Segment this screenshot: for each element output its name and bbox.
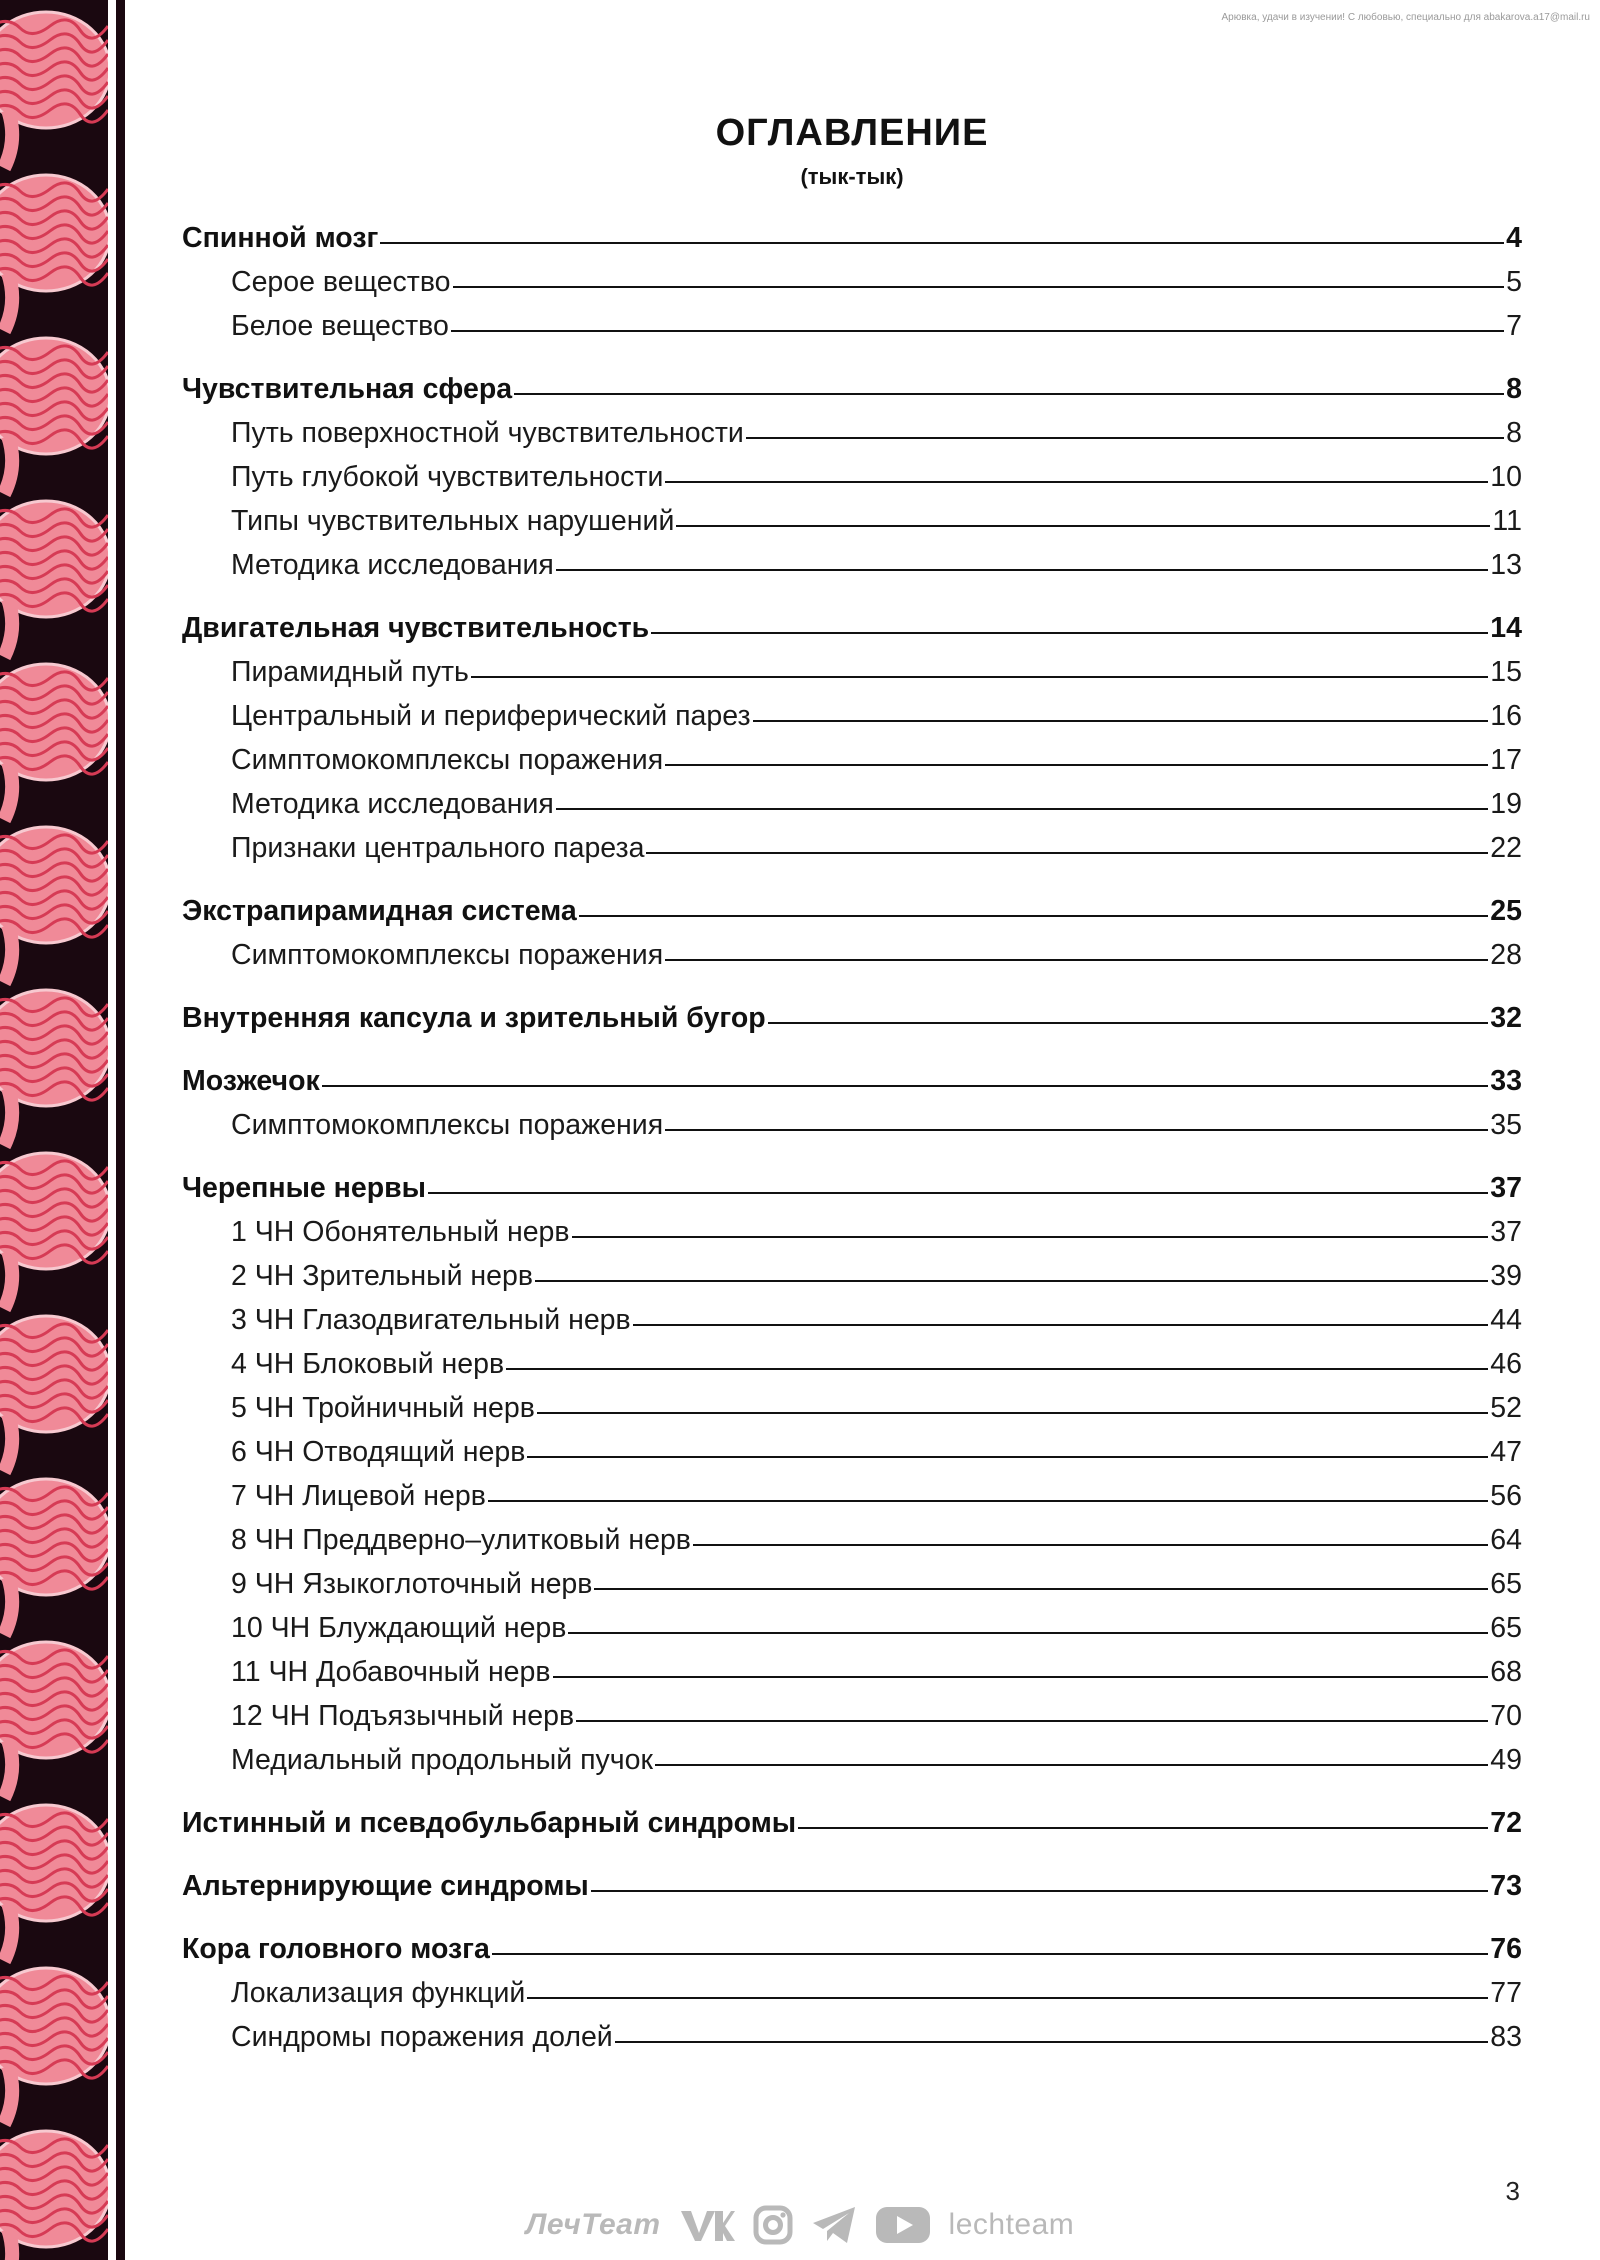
toc-subsection-entry[interactable]: [182, 650, 1522, 694]
toc-section-entry[interactable]: [182, 1927, 1522, 1971]
toc-entry-page: 19: [1490, 788, 1522, 820]
toc-entry-label: Симптомокомплексы поражения: [231, 1109, 664, 1141]
toc-entry-label: Методика исследования: [231, 549, 554, 581]
toc-entry-page: 8: [1506, 373, 1522, 405]
toc-entry-page: 33: [1490, 1065, 1522, 1097]
toc-subsection-entry[interactable]: [182, 1210, 1522, 1254]
toc-leader-line: [651, 632, 1488, 634]
toc-entry-label: 1 ЧН Обонятельный нерв: [231, 1216, 570, 1248]
toc-leader-line: [453, 286, 1505, 288]
toc-subsection-entry[interactable]: [182, 1386, 1522, 1430]
toc-entry-label: 5 ЧН Тройничный нерв: [231, 1392, 535, 1424]
toc-entry-label: Путь глубокой чувствительности: [231, 461, 664, 493]
toc-leader-line: [665, 764, 1488, 766]
toc-entry-label: 7 ЧН Лицевой нерв: [231, 1480, 486, 1512]
table-of-contents: [182, 216, 1522, 2059]
toc-entry-label: Истинный и псевдобульбарный синдромы: [182, 1807, 797, 1839]
toc-entry-label: Двигательная чувствительность: [182, 612, 650, 644]
brain-icon: [0, 1316, 108, 1472]
toc-entry-page: 14: [1490, 612, 1522, 644]
toc-entry-page: 11: [1492, 505, 1522, 537]
toc-subsection-entry[interactable]: [182, 260, 1522, 304]
toc-leader-line: [535, 1280, 1488, 1282]
toc-subsection-entry[interactable]: [182, 826, 1522, 870]
toc-entry-page: 76: [1490, 1933, 1522, 1965]
toc-entry-page: 49: [1490, 1744, 1522, 1776]
toc-subsection-entry[interactable]: [182, 499, 1522, 543]
toc-subsection-entry[interactable]: [182, 2015, 1522, 2059]
toc-entry-page: 70: [1490, 1700, 1522, 1732]
toc-section-entry[interactable]: [182, 889, 1522, 933]
toc-leader-line: [322, 1085, 1489, 1087]
toc-entry-page: 52: [1490, 1392, 1522, 1424]
toc-entry-label: 11 ЧН Добавочный нерв: [231, 1656, 551, 1688]
toc-leader-line: [753, 720, 1489, 722]
brain-icon: [0, 1153, 108, 1309]
sidebar-divider-light: [108, 0, 116, 2260]
toc-entry-page: 22: [1490, 832, 1522, 864]
toc-leader-line: [768, 1022, 1489, 1024]
toc-section-entry[interactable]: [182, 1801, 1522, 1845]
toc-subsection-entry[interactable]: [182, 543, 1522, 587]
toc-leader-line: [665, 959, 1488, 961]
toc-subsection-entry[interactable]: [182, 738, 1522, 782]
toc-entry-label: 6 ЧН Отводящий нерв: [231, 1436, 526, 1468]
toc-section-entry[interactable]: [182, 1059, 1522, 1103]
toc-leader-line: [451, 330, 1504, 332]
toc-entry-label: Спинной мозг: [182, 222, 379, 254]
toc-entry-page: 83: [1490, 2021, 1522, 2053]
toc-leader-line: [646, 852, 1488, 854]
watermark-text: Арювка, удачи в изучении! С любовью, специально для abakarova.a17@mail.ru: [1221, 12, 1590, 23]
toc-leader-line: [527, 1456, 1488, 1458]
toc-leader-line: [556, 808, 1488, 810]
footer-handle: lechteam: [948, 2208, 1075, 2241]
toc-leader-line: [655, 1764, 1488, 1766]
toc-leader-line: [746, 437, 1504, 439]
toc-section-entry[interactable]: [182, 606, 1522, 650]
toc-entry-page: 68: [1490, 1656, 1522, 1688]
brain-icon: [0, 501, 108, 657]
toc-subsection-entry[interactable]: [182, 1254, 1522, 1298]
toc-leader-line: [576, 1720, 1488, 1722]
toc-entry-page: 47: [1490, 1436, 1522, 1468]
toc-leader-line: [471, 676, 1488, 678]
toc-subsection-entry[interactable]: [182, 455, 1522, 499]
toc-entry-label: Белое вещество: [231, 310, 449, 342]
toc-leader-line: [506, 1368, 1488, 1370]
toc-entry-label: Центральный и периферический парез: [231, 700, 751, 732]
toc-leader-line: [553, 1676, 1489, 1678]
page-number: 3: [1505, 2176, 1520, 2206]
toc-entry-page: 65: [1490, 1612, 1522, 1644]
toc-entry-label: Путь поверхностной чувствительности: [231, 417, 744, 449]
brain-icon: [0, 1968, 108, 2124]
toc-entry-label: Синдромы поражения долей: [231, 2021, 613, 2053]
toc-leader-line: [556, 569, 1488, 571]
toc-leader-line: [568, 1632, 1488, 1634]
toc-entry-page: 17: [1490, 744, 1522, 776]
toc-entry-label: 4 ЧН Блоковый нерв: [231, 1348, 505, 1380]
brain-icon: [0, 338, 108, 494]
toc-entry-label: Чувствительная сфера: [182, 373, 513, 405]
footer-brand: ЛечTeam: [525, 2208, 661, 2241]
toc-entry-page: 46: [1490, 1348, 1522, 1380]
toc-leader-line: [380, 242, 1504, 244]
toc-leader-line: [798, 1827, 1488, 1829]
telegram-icon[interactable]: [811, 2205, 857, 2245]
toc-entry-label: 8 ЧН Преддверно–улитковый нерв: [231, 1524, 691, 1556]
toc-subsection-entry[interactable]: [182, 1298, 1522, 1342]
toc-entry-label: Экстрапирамидная система: [182, 895, 577, 927]
toc-entry-label: 2 ЧН Зрительный нерв: [231, 1260, 534, 1292]
page-subtitle: (тык-тык): [800, 164, 904, 189]
toc-leader-line: [572, 1236, 1489, 1238]
toc-entry-page: 65: [1490, 1568, 1522, 1600]
toc-leader-line: [514, 393, 1504, 395]
toc-leader-line: [527, 1997, 1488, 1999]
toc-entry-page: 73: [1490, 1870, 1522, 1902]
decorative-sidebar: [0, 0, 108, 2260]
brain-icon: [0, 827, 108, 983]
brain-icon: [0, 12, 108, 168]
toc-entry-page: 37: [1490, 1216, 1522, 1248]
toc-entry-label: Медиальный продольный пучок: [231, 1744, 653, 1776]
toc-entry-label: Признаки центрального пареза: [231, 832, 645, 864]
toc-leader-line: [665, 481, 1488, 483]
toc-subsection-entry[interactable]: [182, 1562, 1522, 1606]
toc-entry-page: 44: [1490, 1304, 1522, 1336]
brain-icon: [0, 175, 108, 331]
toc-entry-label: Внутренняя капсула и зрительный бугор: [182, 1002, 766, 1034]
toc-leader-line: [615, 2041, 1489, 2043]
toc-entry-label: Пирамидный путь: [231, 656, 469, 688]
toc-entry-label: Симптомокомплексы поражения: [231, 939, 664, 971]
toc-entry-page: 13: [1490, 549, 1522, 581]
toc-leader-line: [665, 1129, 1488, 1131]
toc-leader-line: [676, 525, 1490, 527]
toc-leader-line: [428, 1192, 1488, 1194]
toc-entry-label: Методика исследования: [231, 788, 554, 820]
toc-subsection-entry[interactable]: [182, 1103, 1522, 1147]
youtube-icon[interactable]: [875, 2205, 931, 2245]
toc-subsection-entry[interactable]: [182, 933, 1522, 977]
toc-leader-line: [693, 1544, 1488, 1546]
toc-entry-page: 39: [1490, 1260, 1522, 1292]
toc-entry-page: 37: [1490, 1172, 1522, 1204]
toc-entry-page: 72: [1490, 1807, 1522, 1839]
toc-subsection-entry[interactable]: [182, 304, 1522, 348]
toc-subsection-entry[interactable]: [182, 1518, 1522, 1562]
toc-entry-label: 12 ЧН Подъязычный нерв: [231, 1700, 575, 1732]
toc-entry-label: Мозжечок: [182, 1065, 320, 1097]
brain-icon: [0, 1805, 108, 1961]
toc-subsection-entry[interactable]: [182, 694, 1522, 738]
toc-subsection-entry[interactable]: [182, 1650, 1522, 1694]
toc-leader-line: [591, 1890, 1489, 1892]
toc-leader-line: [579, 915, 1489, 917]
vk-icon[interactable]: [679, 2207, 735, 2243]
brain-illustration-strip: [0, 0, 108, 2260]
toc-entry-label: Типы чувствительных нарушений: [231, 505, 675, 537]
toc-entry-label: Черепные нервы: [182, 1172, 427, 1204]
toc-subsection-entry[interactable]: [182, 1694, 1522, 1738]
toc-entry-label: Серое вещество: [231, 266, 451, 298]
toc-entry-page: 56: [1490, 1480, 1522, 1512]
toc-leader-line: [492, 1953, 1488, 1955]
toc-section-entry[interactable]: [182, 1864, 1522, 1908]
toc-entry-page: 77: [1490, 1977, 1522, 2009]
toc-entry-page: 28: [1490, 939, 1522, 971]
toc-entry-page: 16: [1490, 700, 1522, 732]
toc-subsection-entry[interactable]: [182, 1342, 1522, 1386]
toc-entry-page: 15: [1490, 656, 1522, 688]
toc-subsection-entry[interactable]: [182, 411, 1522, 455]
toc-entry-page: 10: [1490, 461, 1522, 493]
toc-entry-label: Кора головного мозга: [182, 1933, 490, 1965]
toc-leader-line: [488, 1500, 1488, 1502]
toc-subsection-entry[interactable]: [182, 1738, 1522, 1782]
toc-entry-page: 5: [1506, 266, 1522, 298]
page-title: ОГЛАВЛЕНИЕ: [715, 112, 989, 154]
toc-subsection-entry[interactable]: [182, 1606, 1522, 1650]
toc-entry-page: 25: [1490, 895, 1522, 927]
brain-icon: [0, 990, 108, 1146]
toc-entry-label: Альтернирующие синдромы: [182, 1870, 589, 1902]
brain-icon: [0, 664, 108, 820]
toc-leader-line: [537, 1412, 1488, 1414]
toc-entry-label: Локализация функций: [231, 1977, 526, 2009]
footer: [0, 2200, 1600, 2250]
toc-section-entry[interactable]: [182, 367, 1522, 411]
toc-subsection-entry[interactable]: [182, 1474, 1522, 1518]
toc-section-entry[interactable]: [182, 996, 1522, 1040]
toc-entry-label: 10 ЧН Блуждающий нерв: [231, 1612, 567, 1644]
toc-leader-line: [594, 1588, 1488, 1590]
toc-entry-label: Симптомокомплексы поражения: [231, 744, 664, 776]
toc-entry-page: 4: [1506, 222, 1522, 254]
toc-entry-page: 35: [1490, 1109, 1522, 1141]
instagram-icon[interactable]: [753, 2205, 793, 2245]
toc-section-entry[interactable]: [182, 1166, 1522, 1210]
toc-entry-page: 32: [1490, 1002, 1522, 1034]
toc-entry-label: 9 ЧН Языкоглоточный нерв: [231, 1568, 593, 1600]
toc-section-entry[interactable]: [182, 216, 1522, 260]
toc-entry-page: 64: [1490, 1524, 1522, 1556]
toc-entry-page: 7: [1506, 310, 1522, 342]
toc-subsection-entry[interactable]: [182, 1971, 1522, 2015]
toc-leader-line: [633, 1324, 1489, 1326]
brain-icon: [0, 1642, 108, 1798]
toc-subsection-entry[interactable]: [182, 782, 1522, 826]
toc-subsection-entry[interactable]: [182, 1430, 1522, 1474]
sidebar-divider-dark: [116, 0, 125, 2260]
toc-entry-label: 3 ЧН Глазодвигательный нерв: [231, 1304, 631, 1336]
brain-icon: [0, 1479, 108, 1635]
toc-entry-page: 8: [1506, 417, 1522, 449]
